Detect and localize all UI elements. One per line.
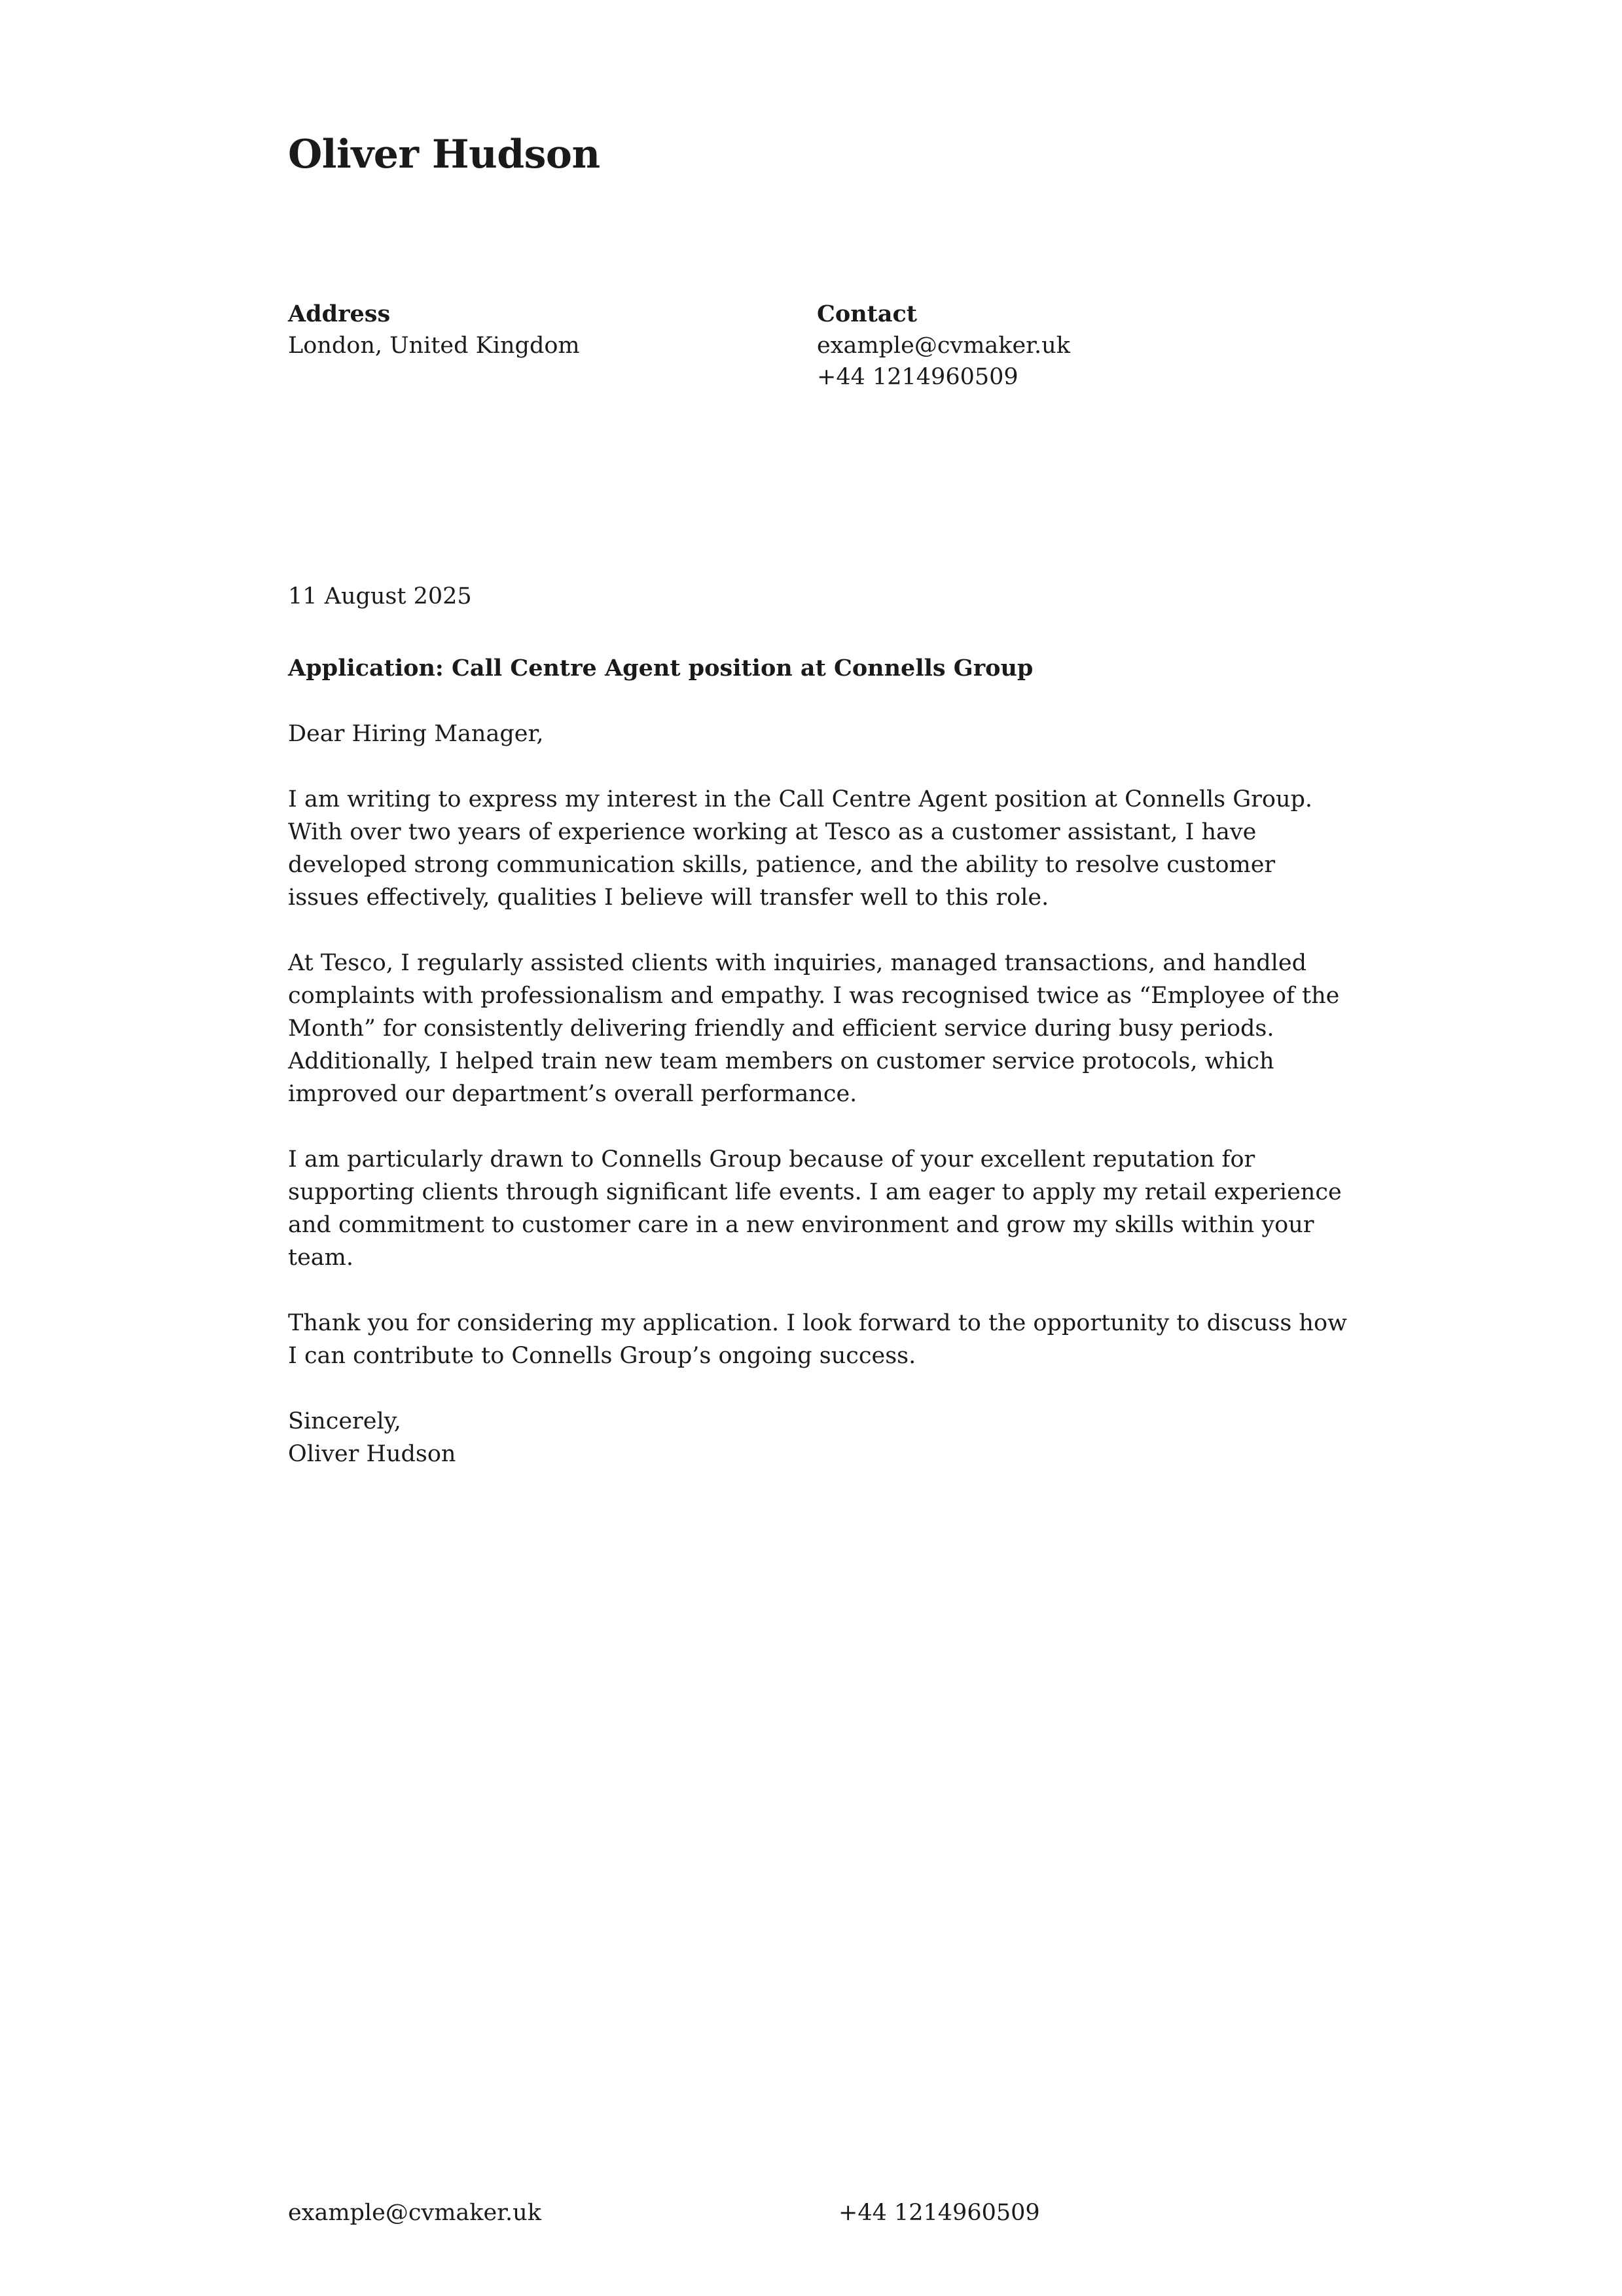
letter-salutation: Dear Hiring Manager, (288, 721, 544, 747)
address-label: Address (288, 301, 391, 327)
letter-paragraph-2: At Tesco, I regularly assisted clients with inquiries, managed transactions, and handled complaints with professionalism and empathy. I was recognised twice as “Employee of the Month” for consistently delivering friendly and efficient service during busy periods. Additionally, I helped train new team members on customer service protocols, which improved our department’s overall performance. (288, 950, 1340, 1107)
letter-signature: Oliver Hudson (288, 1441, 456, 1467)
footer-phone: +44 1214960509 (838, 2200, 1040, 2226)
letter-subject: Application: Call Centre Agent position at Connells Group (288, 655, 1034, 682)
letter-paragraph-3: I am particularly drawn to Connells Group because of your excellent reputation for supporting clients through significant life events. I am eager to apply my retail experience and commitment to customer care in a new environment and grow my skills within your team. (288, 1146, 1342, 1271)
contact-label: Contact (817, 301, 917, 327)
address-block (288, 299, 785, 361)
contact-email: example@cvmaker.uk (817, 333, 1070, 359)
contact-block (817, 299, 1314, 393)
footer-email: example@cvmaker.uk (288, 2200, 541, 2226)
letter-closing: Sincerely, (288, 1408, 401, 1434)
letter-paragraph-1: I am writing to express my interest in the Call Centre Agent position at Connells Group. With over two years of experience working at Tesco as a customer assistant, I have developed strong communication skills, patience, and the ability to resolve customer issues effectively, qualities I believe will transfer well to this role. (288, 786, 1313, 911)
applicant-name: Oliver Hudson (288, 132, 600, 177)
letter-body (288, 580, 1348, 1470)
contact-phone: +44 1214960509 (817, 364, 1018, 390)
letter-date: 11 August 2025 (288, 583, 472, 610)
address-value: London, United Kingdom (288, 333, 580, 359)
letter-paragraph-4: Thank you for considering my application. I look forward to the opportunity to discuss how I can contribute to Connells Group’s ongoing success. (288, 1310, 1347, 1369)
